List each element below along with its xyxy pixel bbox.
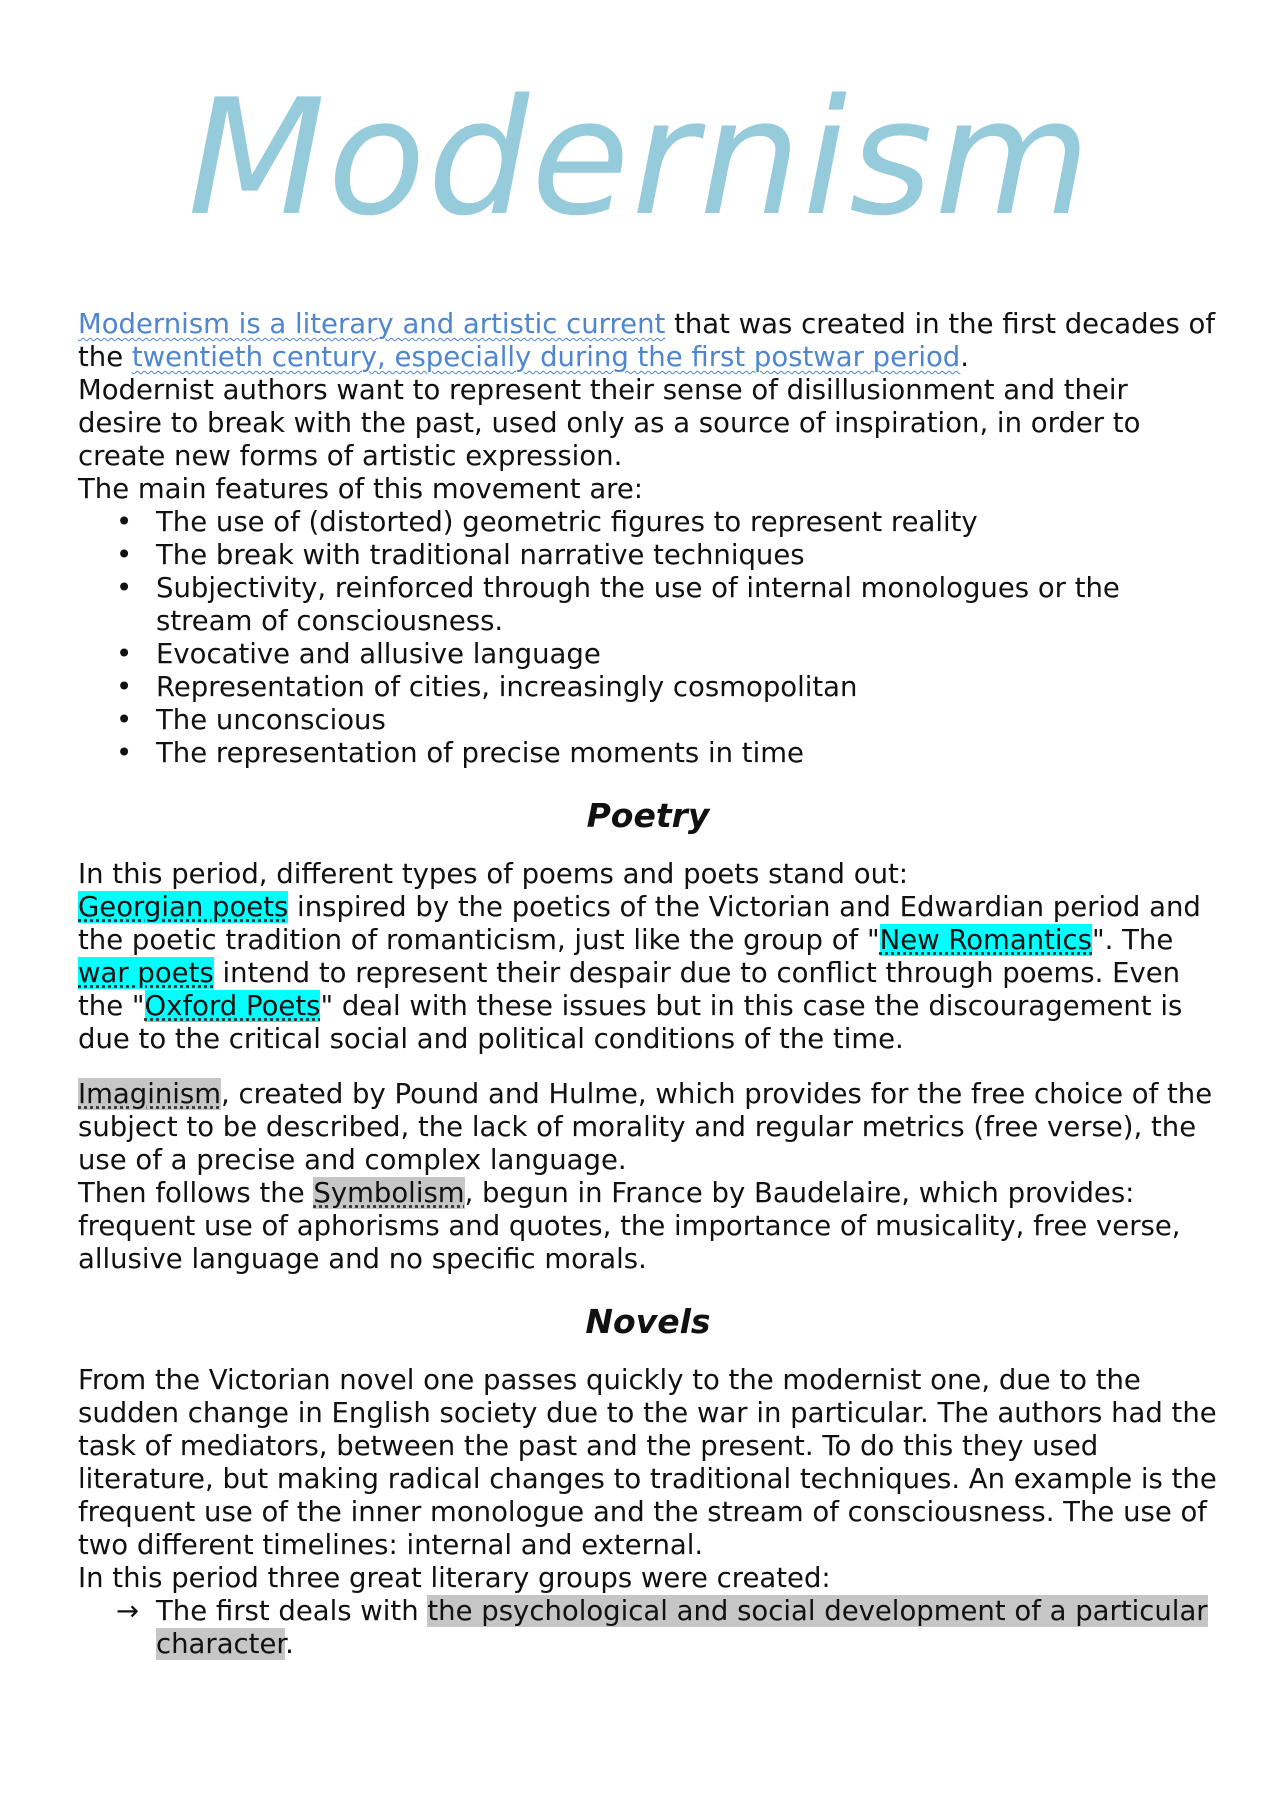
list-item: • The representation of precise moments in time: [116, 737, 804, 769]
bullet-icon: •: [116, 671, 133, 703]
bullet-icon: •: [116, 539, 133, 571]
intro-text-2: .: [960, 341, 970, 373]
list-item: • The unconscious: [116, 704, 386, 736]
imaginism-highlight[interactable]: Imaginism: [78, 1078, 222, 1110]
new-romantics-highlight[interactable]: New Romantics: [879, 924, 1092, 956]
modernism-link[interactable]: Modernism is a literary and artistic current: [78, 308, 666, 340]
poetry-groups-paragraph: Georgian poets inspired by the poetics of the Victorian and Edwardian period and the poetic tradition of romanticism, just like the group of "New Romantics". The war poets intend to represent their despair due to conflict through poems. Even the "Oxford Poets" deal with these issues but in this case the discouragement is due to the critical social and political conditions of the time.: [78, 891, 1201, 1055]
poetry-intro: In this period, different types of poems and poets stand out:: [78, 858, 909, 890]
bullet-icon: •: [116, 506, 133, 538]
novels-paragraph: From the Victorian novel one passes quickly to the modernist one, due to the sudden change in English society due to the war in particular. The authors had the task of mediators, between the past and the present. To do this they used literature, but making radical changes to traditional techniques. An example is the frequent use of the inner monologue and the stream of consciousness. The use of two different timelines: internal and external.: [78, 1364, 1217, 1561]
document-title: Modernism: [187, 64, 1093, 251]
features-list: [78, 506, 1218, 770]
twentieth-century-link[interactable]: twentieth century, especially during the first postwar period: [131, 341, 961, 373]
symbolism-highlight[interactable]: Symbolism: [313, 1177, 465, 1209]
list-item: → The first deals with the psychological and social development of a particular character.: [116, 1595, 1208, 1660]
intro-paragraph-2: Modernist authors want to represent their sense of disillusionment and their desire to break with the past, used only as a source of inspiration, in order to create new forms of artistic expression.: [78, 374, 1141, 472]
document-body: [78, 308, 1218, 1661]
imaginism-paragraph: Imaginism, created by Pound and Hulme, which provides for the free choice of the subject to be described, the lack of morality and regular metrics (free verse), the use of a precise and complex language.: [78, 1078, 1213, 1176]
list-item: • Representation of cities, increasingly cosmopolitan: [116, 671, 858, 703]
list-item: • The use of (distorted) geometric figures to represent reality: [116, 506, 978, 538]
war-poets-highlight[interactable]: war poets: [78, 957, 214, 989]
list-item: • The break with traditional narrative techniques: [116, 539, 805, 571]
georgian-poets-highlight[interactable]: Georgian poets: [78, 891, 289, 923]
features-intro: The main features of this movement are:: [78, 473, 644, 505]
bullet-icon: •: [116, 704, 133, 736]
novels-groups-list: [78, 1595, 1218, 1661]
bullet-icon: •: [116, 737, 133, 769]
novels-heading: Novels: [585, 1302, 711, 1341]
character-development-highlight: the psychological and social development of a particular character: [156, 1595, 1208, 1660]
poetry-heading: Poetry: [586, 796, 710, 835]
bullet-icon: •: [116, 638, 133, 670]
list-item: • Evocative and allusive language: [116, 638, 601, 670]
arrow-right-icon: →: [116, 1595, 140, 1627]
novels-groups-intro: In this period three great literary groups were created:: [78, 1562, 831, 1594]
intro-paragraph: [78, 308, 1218, 374]
list-item: • Subjectivity, reinforced through the use of internal monologues or the stream of consciousness.: [116, 572, 1120, 637]
intro-text-1: that was created in the first decades of the: [78, 308, 1216, 373]
bullet-icon: •: [116, 572, 133, 604]
oxford-poets-highlight[interactable]: Oxford Poets: [144, 990, 321, 1022]
symbolism-paragraph: Then follows the Symbolism, begun in France by Baudelaire, which provides: frequent use of aphorisms and quotes, the importance of musicality, free verse, allusive language and no specific morals.: [78, 1177, 1181, 1275]
